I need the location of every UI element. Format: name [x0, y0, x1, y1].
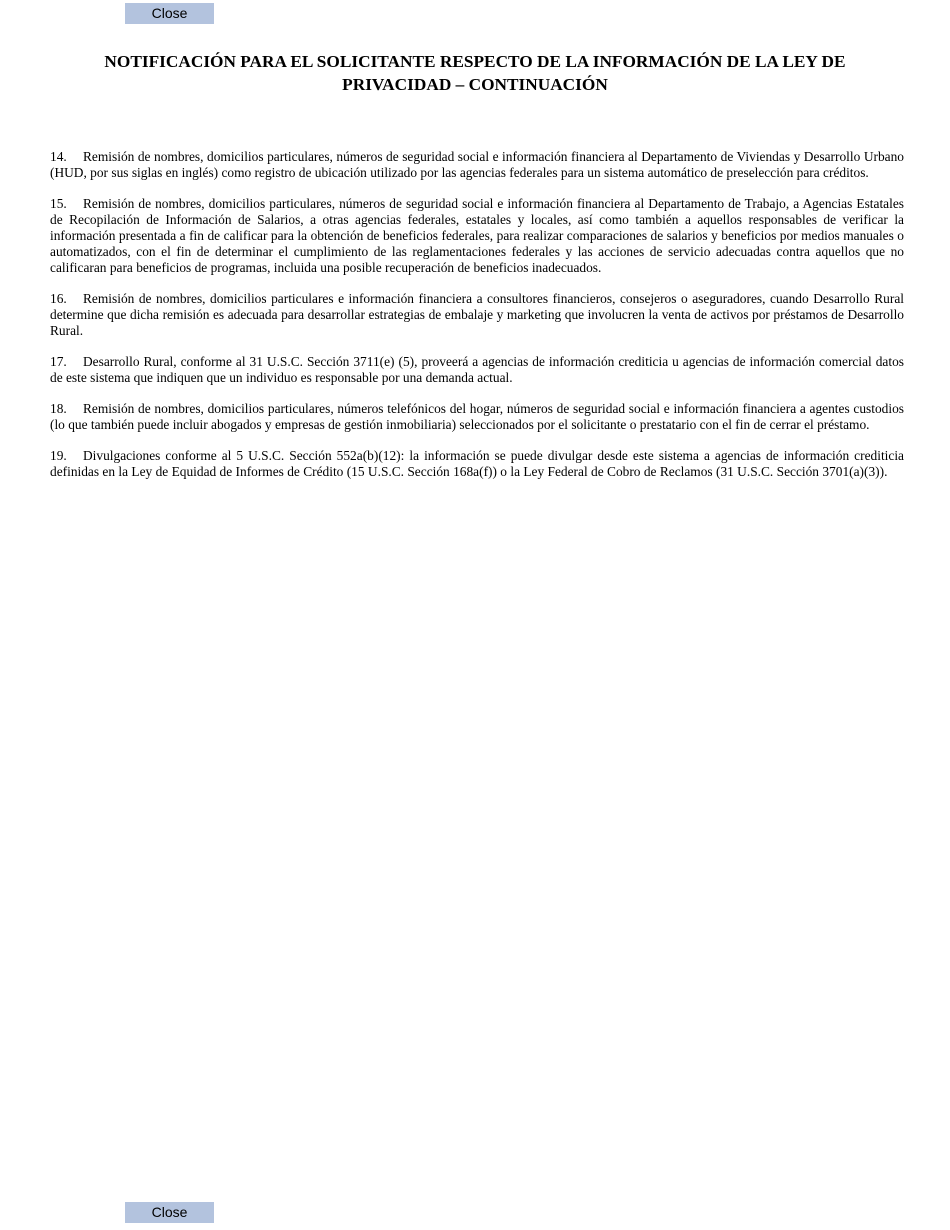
paragraph-16 [50, 291, 904, 339]
paragraph-number: 17. [50, 354, 67, 369]
paragraph-text: Remisión de nombres, domicilios particulares, números de seguridad social e información financiera al Departamento de Trabajo, a Agencias Estatales de Recopilación de Información de Salarios, a otras agencias federales, estatales y locales, así como también a aquellos responsables de verificar la información presentada a fin de calificar para la obtención de beneficios federales, para realizar comparaciones de salarios y beneficios por medios manuales o automatizados, con el fin de determinar el cumplimiento de las reglamentaciones federales y las acciones de servicio adecuadas contra aquellos que no calificaran para beneficios de programas, incluida una posible recuperación de beneficios inadecuados. [50, 196, 904, 275]
paragraph-19 [50, 448, 904, 480]
paragraph-17 [50, 354, 904, 386]
paragraph-14 [50, 149, 904, 181]
close-button-top[interactable]: Close [125, 3, 214, 24]
paragraph-text: Remisión de nombres, domicilios particulares, números telefónicos del hogar, números de seguridad social e información financiera a agentes custodios (lo que también puede incluir abogados y empresas de gestión inmobiliaria) seleccionados por el solicitante o prestatario con el fin de cerrar el préstamo. [50, 401, 904, 432]
document-body [50, 149, 904, 495]
paragraph-number: 19. [50, 448, 67, 463]
paragraph-number: 15. [50, 196, 67, 211]
paragraph-text: Remisión de nombres, domicilios particulares, números de seguridad social e información financiera al Departamento de Viviendas y Desarrollo Urbano (HUD, por sus siglas en inglés) como registro de ubicación utilizado por las agencias federales para un sistema automático de preselección para créditos. [50, 149, 904, 180]
paragraph-text: Divulgaciones conforme al 5 U.S.C. Sección 552a(b)(12): la información se puede divulgar desde este sistema a agencias de información crediticia definidas en la Ley de Equidad de Informes de Crédito (15 U.S.C. Sección 168a(f)) o la Ley Federal de Cobro de Reclamos (31 U.S.C. Sección 3701(a)(3)). [50, 448, 904, 479]
page-title: NOTIFICACIÓN PARA EL SOLICITANTE RESPECTO DE LA INFORMACIÓN DE LA LEY DE PRIVACIDAD – CONTINUACIÓN [104, 52, 846, 94]
close-button-bottom[interactable]: Close [125, 1202, 214, 1223]
paragraph-number: 18. [50, 401, 67, 416]
paragraph-number: 16. [50, 291, 67, 306]
paragraph-15 [50, 196, 904, 276]
paragraph-number: 14. [50, 149, 67, 164]
paragraph-text: Desarrollo Rural, conforme al 31 U.S.C. Sección 3711(e) (5), proveerá a agencias de información crediticia u agencias de información comercial datos de este sistema que indiquen que un individuo es responsable por una demanda actual. [50, 354, 904, 385]
paragraph-text: Remisión de nombres, domicilios particulares e información financiera a consultores financieros, consejeros o aseguradores, cuando Desarrollo Rural determine que dicha remisión es adecuada para desarrollar estrategias de embalaje y marketing que involucren la venta de activos por préstamos de Desarrollo Rural. [50, 291, 904, 338]
paragraph-18 [50, 401, 904, 433]
